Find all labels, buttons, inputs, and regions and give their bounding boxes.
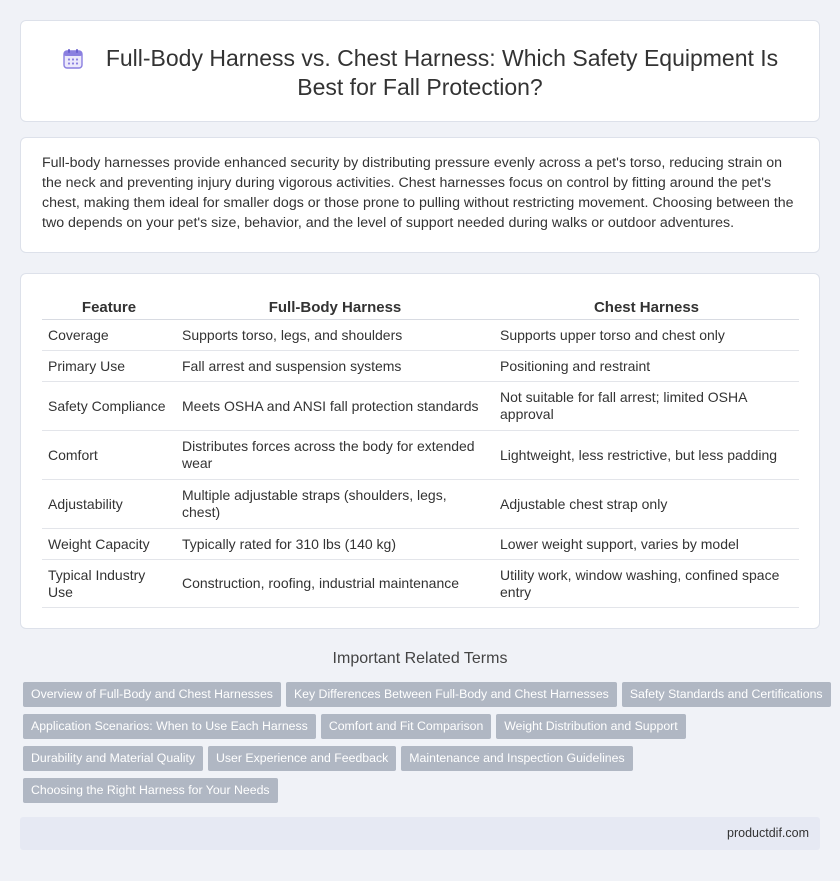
full-body-cell: Typically rated for 310 lbs (140 kg)	[176, 529, 494, 560]
feature-cell: Primary Use	[42, 351, 176, 382]
related-term-tag[interactable]: Safety Standards and Certifications	[622, 682, 831, 707]
page-title-wrap	[61, 44, 779, 102]
feature-cell: Weight Capacity	[42, 529, 176, 560]
related-term-tag[interactable]: Overview of Full-Body and Chest Harnesses	[23, 682, 281, 707]
related-terms-list	[23, 682, 823, 810]
chest-cell: Adjustable chest strap only	[494, 480, 799, 529]
table-row	[42, 351, 799, 382]
feature-cell: Comfort	[42, 431, 176, 480]
footer	[20, 817, 820, 850]
related-term-tag[interactable]: Weight Distribution and Support	[496, 714, 685, 739]
header-feature: Feature	[42, 297, 176, 320]
table-row	[42, 560, 799, 608]
table-row	[42, 480, 799, 529]
full-body-cell: Construction, roofing, industrial maintenance	[176, 560, 494, 608]
feature-cell: Coverage	[42, 320, 176, 351]
related-terms-heading: Important Related Terms	[332, 650, 508, 667]
feature-cell: Safety Compliance	[42, 382, 176, 431]
chest-cell: Positioning and restraint	[494, 351, 799, 382]
comparison-table-card	[20, 273, 820, 629]
chest-cell: Utility work, window washing, confined space entry	[494, 560, 799, 608]
header-full-body: Full-Body Harness	[176, 297, 494, 320]
table-header-row	[42, 297, 799, 320]
intro-paragraph: Full-body harnesses provide enhanced security by distributing pressure evenly across a pet's torso, reducing strain on the neck and preventing injury during vigorous activities. Chest harnesses focus on control by fitting around the pet's chest, making them ideal for smaller dogs or those prone to pulling without restricting movement. Choosing between the two depends on your pet's size, behavior, and the level of support needed during walks or outdoor adventures.	[42, 155, 794, 231]
title-card	[20, 20, 820, 122]
calendar-icon	[62, 48, 84, 70]
page-title: Full-Body Harness vs. Chest Harness: Which Safety Equipment Is Best for Fall Protection?	[105, 45, 779, 100]
chest-cell: Supports upper torso and chest only	[494, 320, 799, 351]
related-term-tag[interactable]: Durability and Material Quality	[23, 746, 203, 771]
intro-card	[20, 137, 820, 253]
full-body-cell: Distributes forces across the body for extended wear	[176, 431, 494, 480]
chest-cell: Lightweight, less restrictive, but less padding	[494, 431, 799, 480]
full-body-cell: Multiple adjustable straps (shoulders, legs, chest)	[176, 480, 494, 529]
table-row	[42, 529, 799, 560]
table-row	[42, 320, 799, 351]
footer-site-link[interactable]: productdif.com	[727, 826, 809, 840]
related-term-tag[interactable]: Maintenance and Inspection Guidelines	[401, 746, 632, 771]
full-body-cell: Meets OSHA and ANSI fall protection standards	[176, 382, 494, 431]
comparison-table	[42, 297, 799, 608]
full-body-cell: Supports torso, legs, and shoulders	[176, 320, 494, 351]
related-term-tag[interactable]: Choosing the Right Harness for Your Needs	[23, 778, 278, 803]
related-term-tag[interactable]: Comfort and Fit Comparison	[321, 714, 491, 739]
related-term-tag[interactable]: Application Scenarios: When to Use Each Harness	[23, 714, 316, 739]
full-body-cell: Fall arrest and suspension systems	[176, 351, 494, 382]
table-row	[42, 382, 799, 431]
chest-cell: Not suitable for fall arrest; limited OSHA approval	[494, 382, 799, 431]
feature-cell: Adjustability	[42, 480, 176, 529]
related-term-tag[interactable]: User Experience and Feedback	[208, 746, 396, 771]
related-term-tag[interactable]: Key Differences Between Full-Body and Chest Harnesses	[286, 682, 617, 707]
feature-cell: Typical Industry Use	[42, 560, 176, 608]
chest-cell: Lower weight support, varies by model	[494, 529, 799, 560]
header-chest: Chest Harness	[494, 297, 799, 320]
table-row	[42, 431, 799, 480]
